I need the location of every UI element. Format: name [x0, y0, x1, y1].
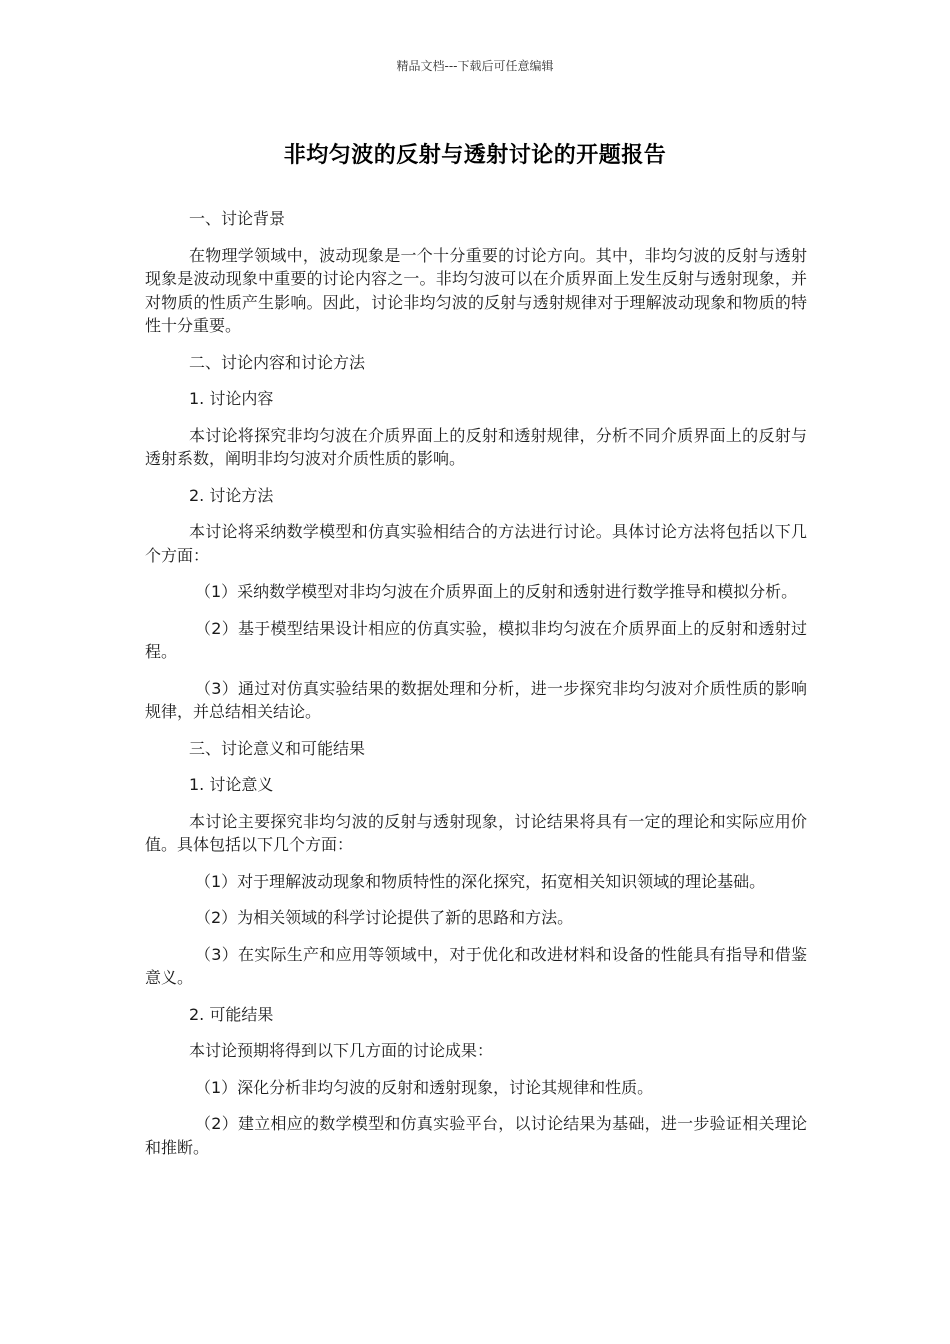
paragraph-method: 本讨论将采纳数学模型和仿真实验相结合的方法进行讨论。具体讨论方法将包括以下几个方面：	[145, 522, 807, 565]
document-title: 非均匀波的反射与透射讨论的开题报告	[283, 143, 667, 168]
subheading-significance: 1. 讨论意义	[189, 775, 274, 794]
paragraph-background: 在物理学领域中，波动现象是一个十分重要的讨论方向。其中，非均匀波的反射与透射现象是波动现象中重要的讨论内容之一。非均匀波可以在介质界面上发生反射与透射现象，并对物质的性质产生影响。因此，讨论非均匀波的反射与透射规律对于理解波动现象和物质的特性十分重要。	[145, 245, 807, 335]
method-item-1: （1）采纳数学模型对非均匀波在介质界面上的反射和透射进行数学推导和模拟分析。	[195, 582, 798, 601]
section-heading-background: 一、讨论背景	[189, 209, 286, 228]
results-item-2: （2）建立相应的数学模型和仿真实验平台，以讨论结果为基础，进一步验证相关理论和推断。	[145, 1114, 807, 1157]
document-body	[145, 207, 807, 1172]
subheading-method: 2. 讨论方法	[189, 485, 274, 505]
method-item-2: （2）基于模型结果设计相应的仿真实验，模拟非均匀波在介质界面上的反射和透射过程。	[145, 618, 807, 661]
section-heading-significance: 三、讨论意义和可能结果	[189, 738, 366, 758]
method-item-3: （3）通过对仿真实验结果的数据处理和分析，进一步探究非均匀波对介质性质的影响规律，并总结相关结论。	[145, 678, 807, 721]
significance-item-2: （2）为相关领域的科学讨论提供了新的思路和方法。	[195, 908, 574, 927]
subheading-content: 1. 讨论内容	[189, 389, 274, 408]
subheading-results: 2. 可能结果	[189, 1004, 274, 1024]
significance-item-1: （1）对于理解波动现象和物质特性的深化探究，拓宽相关知识领域的理论基础。	[195, 871, 766, 891]
results-item-1: （1）深化分析非均匀波的反射和透射现象，讨论其规律和性质。	[195, 1077, 654, 1097]
paragraph-significance: 本讨论主要探究非均匀波的反射与透射现象，讨论结果将具有一定的理论和实际应用价值。具体包括以下几个方面：	[145, 811, 807, 854]
section-heading-content-method: 二、讨论内容和讨论方法	[189, 352, 366, 372]
significance-item-3: （3）在实际生产和应用等领域中，对于优化和改进材料和设备的性能具有指导和借鉴意义。	[145, 944, 807, 987]
paragraph-results: 本讨论预期将得到以下几方面的讨论成果：	[189, 1041, 494, 1060]
header-note: 精品文档---下载后可任意编辑	[396, 59, 554, 73]
paragraph-content: 本讨论将探究非均匀波在介质界面上的反射和透射规律，分析不同介质界面上的反射与透射系数，阐明非均匀波对介质性质的影响。	[145, 425, 807, 468]
